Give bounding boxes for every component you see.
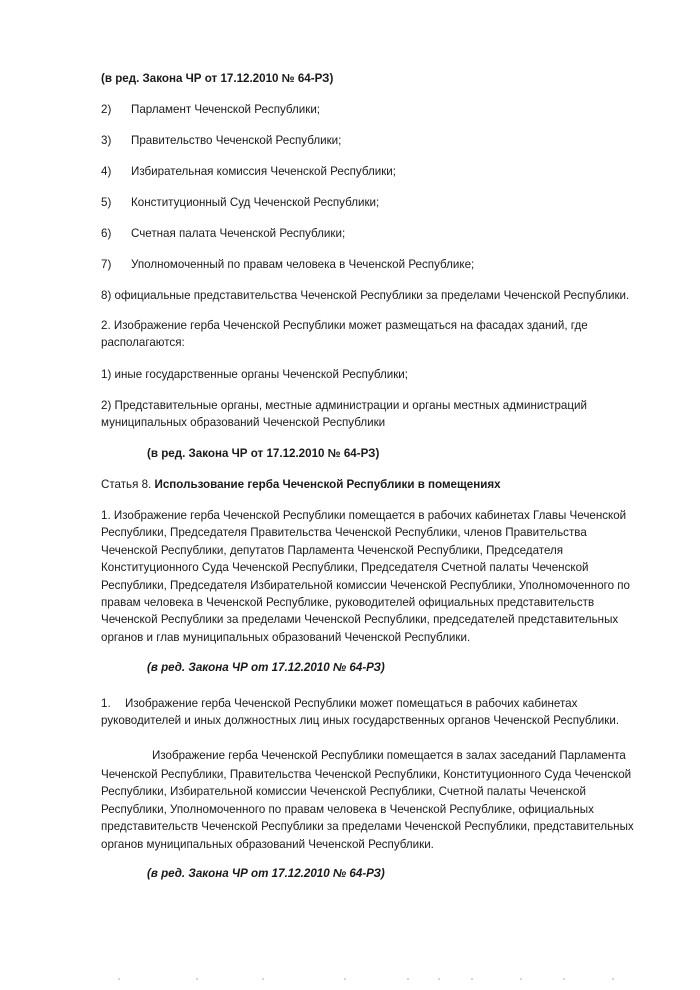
article-8-paragraph-1: [101, 507, 661, 646]
scan-artifact: [0, 978, 700, 984]
list-item-number: 7): [101, 258, 112, 271]
article-title: Использование герба Чеченской Республики в помещениях: [154, 478, 501, 491]
paragraph-2-item-1: 1) иные государственные органы Чеченской Республики;: [101, 368, 408, 381]
paragraph-line: Конституционного Суда Чеченской Республики, Председателя Счетной палаты Чеченской: [101, 561, 589, 575]
paragraph-line: Изображение герба Чеченской Республики может помещаться в рабочих кабинетах: [125, 697, 578, 710]
paragraph-line: 2) Представительные органы, местные администрации и органы местных администраций: [101, 399, 587, 412]
paragraph-line: Чеченской Республики, депутатов Парламента Чеченской Республики, Председателя: [101, 543, 564, 557]
list-item-text: Парламент Чеченской Республики;: [131, 103, 321, 116]
list-item-number: 5): [101, 196, 112, 209]
paragraph-line: 1. Изображение герба Чеченской Республики помещается в рабочих кабинетах Главы Чеченской: [101, 509, 627, 522]
paragraph-number: 1.: [101, 697, 111, 710]
paragraph-line: Республики, Избирательной комиссии Чеченской Республики, Счетной палаты Чеченской: [101, 785, 586, 799]
paragraph-line: Чеченской Республики за пределами Чеченской Республики, председателей представительных: [101, 613, 619, 627]
paragraph-line: 2. Изображение герба Чеченской Республики может размещаться на фасадах зданий, где: [101, 319, 588, 332]
paragraph-line: Республики, Председателя Избирательной комиссии Чеченской Республики, Уполномоченного по: [101, 578, 631, 592]
paragraph-line: располагаются:: [101, 336, 185, 350]
list-item-text: Избирательная комиссия Чеченской Республики;: [131, 165, 396, 178]
paragraph-2: [101, 317, 661, 352]
paragraph-line: Изображение герба Чеченской Республики помещается в залах заседаний Парламента: [152, 749, 626, 762]
list-item-8: 8) официальные представительства Чеченской Республики за пределами Чеченской Республики.: [101, 289, 630, 302]
list-item-text: Уполномоченный по правам человека в Чеченской Республике;: [131, 258, 475, 271]
amendment-note-top: (в ред. Закона ЧР от 17.12.2010 № 64-РЗ): [101, 72, 334, 85]
paragraph-line: Чеченской Республики, Правительства Чеченской Республики, Конституционного Суда Чеченской: [101, 768, 632, 781]
list-item-number: 3): [101, 134, 112, 147]
list-item-number: 2): [101, 103, 112, 116]
paragraph-line: органов муниципальных образований Чеченской Республики.: [101, 837, 434, 851]
paragraph-line: Республики, Председателя Правительства Чеченской Республики, членов Правительства: [101, 526, 587, 540]
paragraph-line: представительств Чеченской Республики за пределами Чеченской Республики, представительных: [101, 820, 634, 834]
article-heading: [101, 478, 501, 492]
list-item-text: Конституционный Суд Чеченской Республики;: [131, 196, 380, 209]
paragraph-line: руководителей и иных должностных лиц иных государственных органов Чеченской Республики.: [101, 714, 620, 727]
paragraph-line: муниципальных образований Чеченской Республики: [101, 416, 386, 430]
paragraph-line: Республики, Уполномоченного по правам человека в Чеченской Республике, официальных: [101, 802, 594, 816]
amendment-note: (в ред. Закона ЧР от 17.12.2010 № 64-РЗ): [147, 661, 385, 674]
article-number: Статья 8.: [101, 478, 155, 491]
list-item-text: Правительство Чеченской Республики;: [131, 134, 342, 147]
amendment-note: (в ред. Закона ЧР от 17.12.2010 № 64-РЗ): [147, 867, 385, 880]
amendment-note: (в ред. Закона ЧР от 17.12.2010 № 64-РЗ): [147, 447, 380, 460]
list-item-number: 4): [101, 165, 112, 178]
article-8-paragraph-3: [101, 766, 661, 853]
paragraph-line: правам человека в Чеченской Республике, руководителей официальных представительств: [101, 596, 595, 610]
list-item-number: 6): [101, 227, 112, 240]
paragraph-line: органов и глав муниципальных образований Чеченской Республики.: [101, 630, 471, 644]
paragraph-2-item-2: [101, 397, 661, 432]
list-item-text: Счетная палата Чеченской Республики;: [131, 227, 346, 240]
